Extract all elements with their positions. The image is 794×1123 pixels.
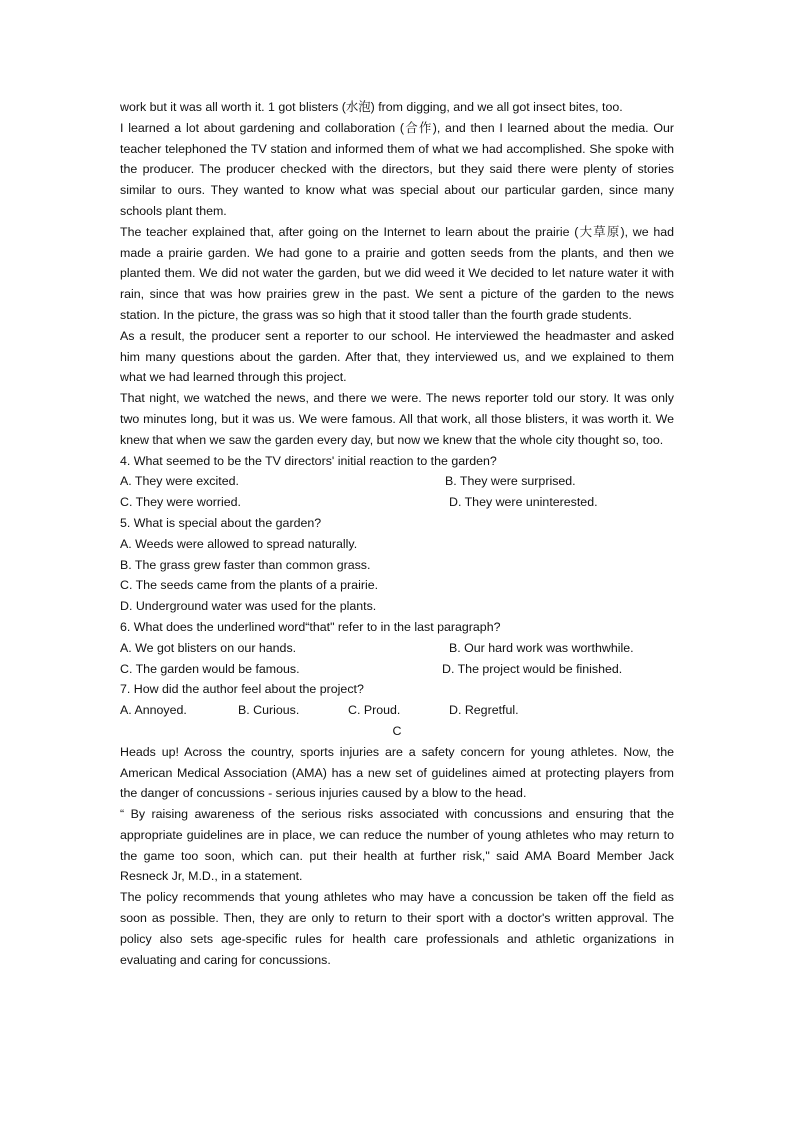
question-4-option-c: C. They were worried. <box>120 495 241 510</box>
question-4-option-d: D. They were uninterested. <box>449 495 598 510</box>
question-6-stem: 6. What does the underlined word“that" refer to in the last paragraph? <box>120 619 501 634</box>
question-6-option-d: D. The project would be finished. <box>442 661 623 676</box>
question-4-stem: 4. What seemed to be the TV directors' initial reaction to the garden? <box>120 453 497 468</box>
question-5-option-c: C. The seeds came from the plants of a prairie. <box>120 578 379 593</box>
question-4-option-b: B. They were surprised. <box>445 474 576 489</box>
passage-c-heading: C <box>392 723 402 738</box>
question-5-option-d: D. Underground water was used for the plants. <box>120 599 377 614</box>
passage-b-paragraph-1: I learned a lot about gardening and collaboration (合作), and then I learned about the media. Our teacher telephoned the TV station and informed them of what we had accomplished. She spoke with the producer. The producer checked with the directors, but they said there were plenty of stories similar to ours. They wanted to know what was special about our particular garden, since many schools plant them. <box>120 120 674 218</box>
question-5-option-b: B. The grass grew faster than common grass. <box>120 557 371 572</box>
question-4-option-a: A. They were excited. <box>120 474 239 489</box>
passage-b-paragraph-3: As a result, the producer sent a reporter to our school. He interviewed the headmaster and asked him many questions about the garden. After that, they interviewed us, and we explained to them what we had learned through this project. <box>120 328 674 385</box>
question-7-option-a: A. Annoyed. <box>120 703 187 718</box>
passage-c-paragraph-2: “ By raising awareness of the serious risks associated with concussions and ensuring that the appropriate guidelines are in place, we can reduce the number of young athletes who may return to the game too soon, which can. put their health at further risk," said AMA Board Member Jack Resneck Jr, M.D., in a statement. <box>120 807 674 884</box>
question-4-options-row-2 <box>120 492 674 513</box>
question-7-options-row <box>120 700 674 721</box>
question-5-stem: 5. What is special about the garden? <box>120 515 322 530</box>
question-7-option-d: D. Regretful. <box>449 703 519 718</box>
question-6-option-c: C. The garden would be famous. <box>120 661 300 676</box>
question-7-option-c: C. Proud. <box>348 703 401 718</box>
document-page <box>120 97 674 970</box>
passage-b-paragraph-2: The teacher explained that, after going on the Internet to learn about the prairie (大草原), we had made a prairie garden. We had gone to a prairie and gotten seeds from the plants, and then we planted them. We did not water the garden, but we did weed it We decided to let nature water it with rain, since that was how prairies grew in the past. We sent a picture of the garden to the news station. In the picture, the grass was so high that it stood taller than the fourth grade students. <box>120 224 674 322</box>
question-6-options-row-1 <box>120 638 674 659</box>
question-6-options-row-2 <box>120 659 674 680</box>
question-6-option-b: B. Our hard work was worthwhile. <box>449 640 634 655</box>
question-5-option-a: A. Weeds were allowed to spread naturally. <box>120 536 358 551</box>
question-7-option-b: B. Curious. <box>238 703 300 718</box>
question-7-stem: 7. How did the author feel about the project? <box>120 682 364 697</box>
passage-c-paragraph-1: Heads up! Across the country, sports injuries are a safety concern for young athletes. Now, the American Medical Association (AMA) has a new set of guidelines aimed at protecting players from the danger of concussions - serious injuries caused by a blow to the head. <box>120 744 674 801</box>
question-4-options-row-1 <box>120 471 674 492</box>
question-6-option-a: A. We got blisters on our hands. <box>120 640 297 655</box>
passage-c-paragraph-3: The policy recommends that young athletes who may have a concussion be taken off the field as soon as possible. Then, they are only to return to their sport with a doctor's written approval. The policy also sets age-specific rules for health care professionals and athletic organizations in evaluating and caring for concussions. <box>120 890 674 967</box>
passage-b-continuation-line: work but it was all worth it. 1 got blisters (水泡) from digging, and we all got insect bites, too. <box>120 100 623 114</box>
passage-b-paragraph-4: That night, we watched the news, and there we were. The news reporter told our story. It was only two minutes long, but it was us. We were famous. All that work, all those blisters, it was worth it. We knew that when we saw the garden every day, but now we knew that the whole city thought so, too. <box>120 391 674 447</box>
